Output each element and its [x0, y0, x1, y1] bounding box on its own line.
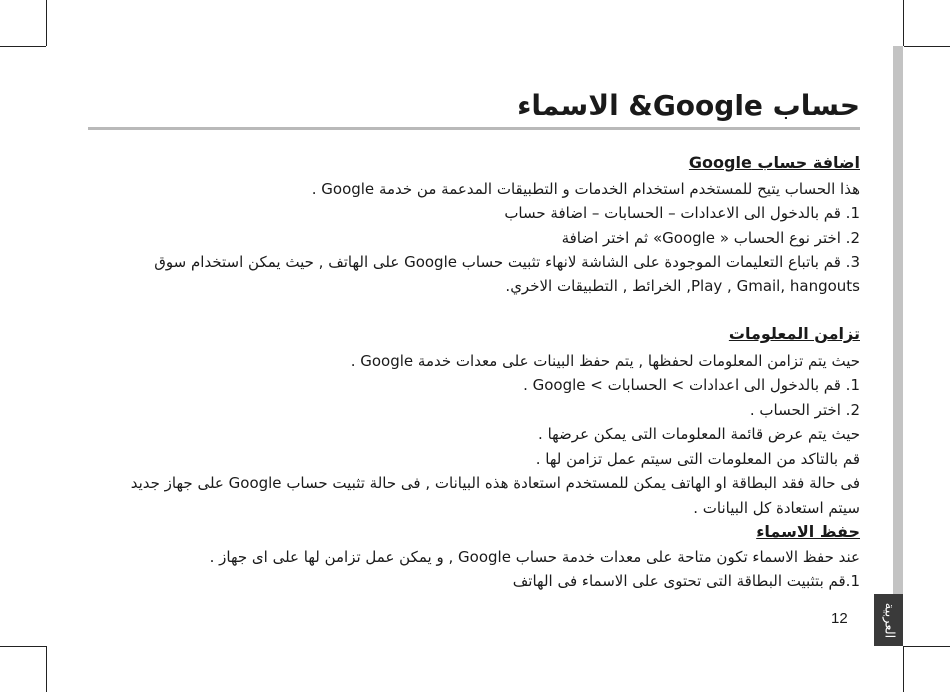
- language-tab-label: العربية: [881, 602, 896, 638]
- page-title: حساب Google& الاسماء: [517, 89, 860, 122]
- paragraph-line: سيتم استعادة كل البيانات .: [693, 499, 860, 517]
- side-bar: [893, 46, 903, 646]
- paragraph-line: Play , Gmail, hangouts, الخرائط , التطبيقات الاخري.: [505, 277, 860, 295]
- crop-mark-top-right-vertical: [903, 0, 904, 46]
- crop-mark-bottom-right-vertical: [903, 646, 904, 692]
- crop-mark-bottom-right-horizontal: [904, 646, 950, 647]
- paragraph-line: عند حفظ الاسماء تكون متاحة على معدات خدمة حساب Google , و يمكن عمل تزامن لها على اى جهاز .: [209, 548, 860, 566]
- crop-mark-top-left-vertical: [46, 0, 47, 46]
- list-item: 1. قم بالدخول الى الاعدادات – الحسابات – اضافة حساب: [504, 204, 860, 222]
- section-heading-save-contacts: حفظ الاسماء: [756, 522, 860, 541]
- paragraph-line: حيث يتم تزامن المعلومات لحفظها , يتم حفظ البينات على معدات خدمة Google .: [350, 352, 860, 370]
- paragraph-line: حيث يتم عرض قائمة المعلومات التى يمكن عرضها .: [538, 425, 860, 443]
- paragraph-line: قم بالتاكد من المعلومات التى سيتم عمل تزامن لها .: [535, 450, 860, 468]
- crop-mark-top-right-horizontal: [904, 46, 950, 47]
- language-tab: [874, 594, 903, 646]
- crop-mark-bottom-left-horizontal: [0, 646, 46, 647]
- list-item: 1. قم بالدخول الى اعدادات > الحسابات > Google .: [523, 376, 860, 394]
- paragraph-line: فى حالة فقد البطاقة او الهاتف يمكن للمستخدم استعادة هذه البيانات , فى حالة تثبيت حساب Google على جهاز جديد: [130, 474, 860, 492]
- section-heading-add-account: اضافة حساب Google: [688, 153, 860, 172]
- paragraph-line: هذا الحساب يتيح للمستخدم استخدام الخدمات و التطبيقات المدعمة من خدمة Google .: [311, 180, 860, 198]
- crop-mark-top-left-horizontal: [0, 46, 46, 47]
- section-heading-sync: تزامن المعلومات: [728, 324, 860, 343]
- page-number: 12: [831, 610, 848, 627]
- list-item: 2. اختر الحساب .: [749, 401, 860, 419]
- list-item: 2. اختر نوع الحساب « Google» ثم اختر اضافة: [561, 229, 860, 247]
- list-item: 3. قم باتباع التعليمات الموجودة على الشاشة لانهاء تثبيت حساب Google على الهاتف , حيث يمكن استخدام سوق: [154, 253, 860, 271]
- crop-mark-bottom-left-vertical: [46, 646, 47, 692]
- list-item: 1.قم بتثبيت البطاقة التى تحتوى على الاسماء فى الهاتف: [512, 572, 860, 590]
- title-divider: [88, 127, 860, 130]
